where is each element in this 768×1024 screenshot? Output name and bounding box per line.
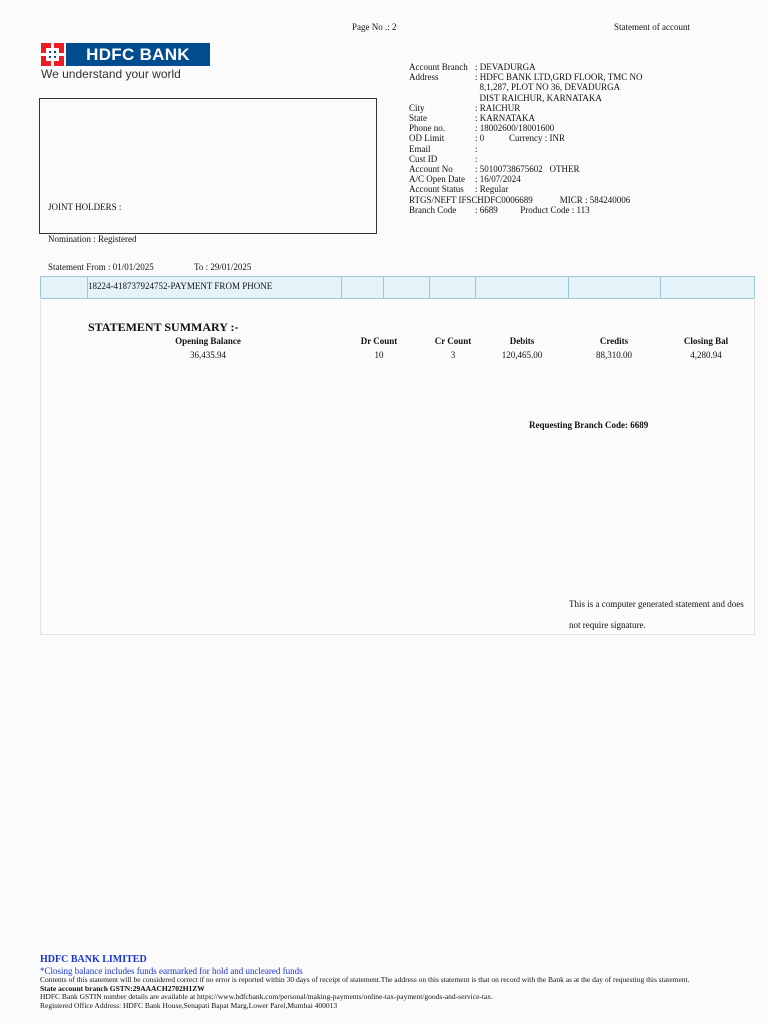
footer-registered-office: Registered Office Address: HDFC Bank House,Senapati Bapat Marg,Lower Parel,Mumbai 400013 — [40, 1000, 338, 1010]
account-info-row — [409, 82, 643, 92]
summary-header-cr-count: Cr Count — [434, 336, 472, 346]
account-info-row — [409, 123, 643, 133]
account-info-value: : — [475, 153, 478, 164]
summary-value-debits: 120,465.00 — [501, 350, 543, 360]
summary-header-closing-bal: Closing Bal — [683, 336, 729, 346]
summary-header-dr-count: Dr Count — [360, 336, 398, 346]
bank-logo-name: HDFC BANK — [66, 43, 210, 66]
bank-tagline: We understand your world — [41, 67, 181, 81]
summary-panel — [40, 298, 755, 635]
account-info-block — [409, 62, 643, 215]
footer-closing-note: *Closing balance includes funds earmarked for hold and uncleared funds — [40, 966, 303, 976]
customer-address-box — [39, 98, 377, 234]
statement-to: To : 29/01/2025 — [194, 262, 252, 272]
account-info-row — [409, 133, 643, 143]
account-info-row — [409, 93, 643, 103]
transaction-narration: 18224-418737924752-PAYMENT FROM PHONE — [88, 281, 273, 291]
account-info-label: State — [409, 113, 427, 124]
account-info-row — [409, 103, 643, 113]
hdfc-logo-icon — [41, 43, 64, 66]
account-info-row — [409, 195, 643, 205]
account-info-value: : HDFC BANK LTD,GRD FLOOR, TMC NO — [475, 72, 643, 83]
summary-value-dr-count: 10 — [374, 350, 384, 360]
account-info-label: A/C Open Date — [409, 174, 465, 185]
no-signature-note: not require signature. — [569, 620, 646, 630]
account-info-row — [409, 154, 643, 164]
nomination-status: Nomination : Registered — [48, 234, 137, 244]
account-info-value: 8,1,287, PLOT NO 36, DEVADURGA — [475, 82, 621, 93]
account-info-value: : DEVADURGA — [475, 62, 536, 72]
summary-value-opening-balance: 36,435.94 — [190, 350, 226, 360]
footer-contents: Contents of this statement will be considered correct if no error is reported within 30 days of receipt of statement.The address on this statement is that on record with the Bank as at the day of requesting this statement. — [40, 975, 690, 984]
account-info-row — [409, 144, 643, 154]
account-info-row — [409, 164, 643, 174]
account-info-value: : 0 Currency : INR — [475, 133, 565, 144]
statement-from: Statement From : 01/01/2025 — [48, 262, 154, 272]
footer-gstin: State account branch GSTN:29AAACH2702H1ZW — [40, 983, 205, 993]
summary-header-credits: Credits — [599, 336, 629, 346]
account-info-label — [409, 82, 475, 92]
account-info-value: : 6689 Product Code : 113 — [475, 204, 590, 215]
account-info-label — [409, 93, 475, 103]
account-info-label: City — [409, 102, 425, 113]
account-info-label: Phone no. — [409, 123, 445, 134]
account-info-value: : Regular — [475, 184, 509, 195]
account-info-label: Email — [409, 143, 431, 154]
joint-holders-label: JOINT HOLDERS : — [48, 202, 122, 212]
summary-value-credits: 88,310.00 — [596, 350, 632, 360]
account-info-row — [409, 113, 643, 123]
footer — [40, 954, 740, 1010]
footer-gstin-details: HDFC Bank GSTIN number details are available at https://www.hdfcbank.com/personal/making-payments/online-tax-payment/goods-and-service-tax. — [40, 992, 493, 1002]
account-info-row — [409, 72, 643, 82]
requesting-branch-code: Requesting Branch Code: 6689 — [529, 420, 649, 430]
footer-company: HDFC BANK LIMITED — [40, 954, 147, 965]
account-info-value: : KARNATAKA — [475, 113, 536, 124]
account-info-value: : 16/07/2024 — [475, 174, 521, 185]
account-info-value: : RAICHUR — [475, 102, 521, 113]
account-info-value: : — [475, 143, 478, 154]
account-info-value: HDFC0006689 MICR : 584240006 — [475, 194, 631, 205]
account-info-label: Account No — [409, 164, 453, 175]
summary-value-closing-bal: 4,280.94 — [690, 350, 722, 360]
account-info-row — [409, 184, 643, 194]
account-info-label: Address — [409, 72, 439, 83]
document-title: Statement of account — [614, 22, 690, 32]
account-info-row — [409, 205, 643, 215]
account-info-value: DIST RAICHUR, KARNATAKA — [475, 92, 602, 103]
account-info-label: Cust ID — [409, 153, 438, 164]
account-info-label: Branch Code — [409, 204, 457, 215]
account-info-label: OD Limit — [409, 133, 445, 144]
account-info-value: : 50100738675602 OTHER — [475, 164, 580, 175]
summary-header-debits: Debits — [509, 336, 535, 346]
account-info-label: Account Branch — [409, 62, 468, 72]
summary-header-opening-balance: Opening Balance — [175, 336, 241, 346]
summary-title: STATEMENT SUMMARY :- — [88, 320, 239, 334]
page-number: Page No .: 2 — [352, 22, 397, 32]
account-info-row — [409, 174, 643, 184]
account-info-row — [409, 62, 643, 72]
summary-value-cr-count: 3 — [450, 350, 456, 360]
account-info-label: RTGS/NEFT IFSC: — [409, 194, 481, 205]
computer-generated-note: This is a computer generated statement and does — [569, 599, 744, 609]
account-info-value: : 18002600/18001600 — [475, 123, 555, 134]
account-info-label: Account Status — [409, 184, 464, 195]
